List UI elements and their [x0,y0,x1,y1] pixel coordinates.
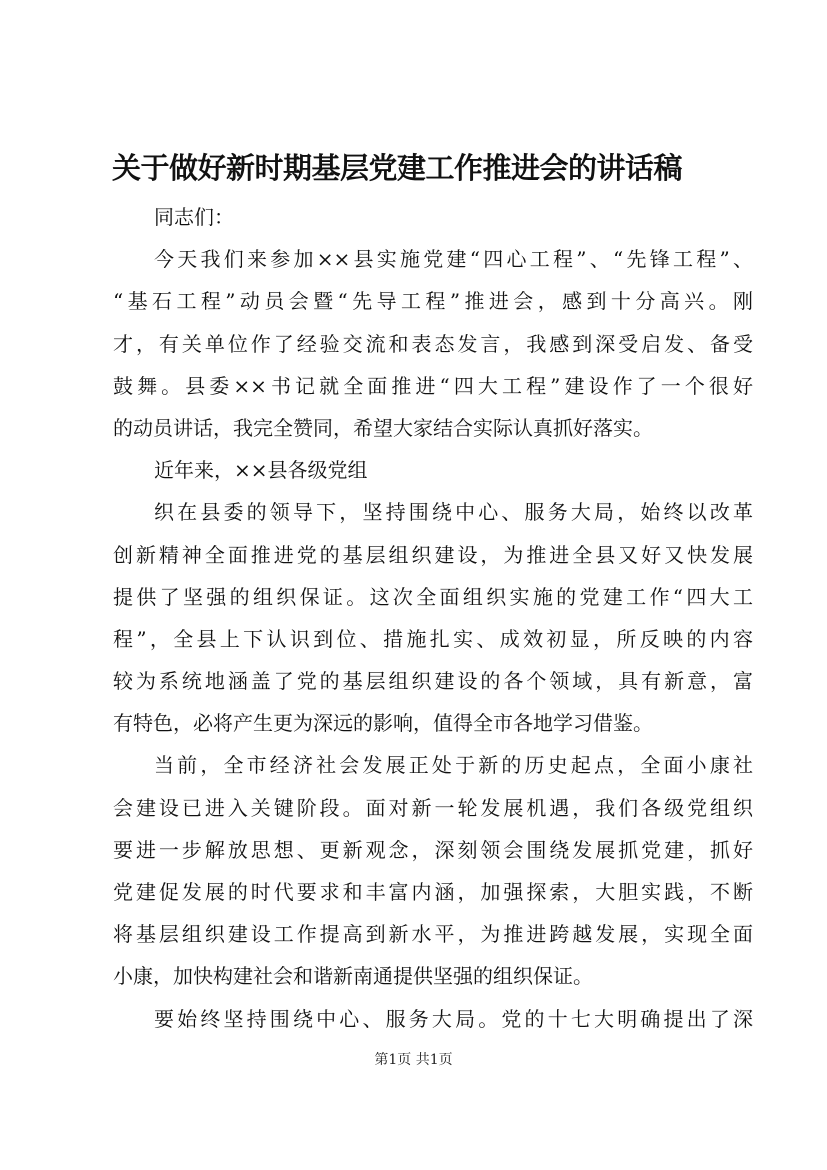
text-line: 今天我们来参加××县实施党建“四心工程”、“先锋工程”、 [154,247,753,272]
text-line: 将基层组织建设工作提高到新水平，为推进跨越发展，实现全面 [113,922,753,947]
text-line: 才，有关单位作了经验交流和表态发言，我感到深受启发、备受 [113,331,753,356]
text-line: 要始终坚持围绕中心、服务大局。党的十七大明确提出了深 [154,1006,753,1031]
text-line: 要进一步解放思想、更新观念，深刻领会围绕发展抓党建，抓好 [113,837,753,862]
text-line: 近年来，××县各级党组 [154,458,368,483]
text-line: 创新精神全面推进党的基层组织建设，为推进全县又好又快发展 [113,542,753,567]
text-line: 提供了坚强的组织保证。这次全面组织实施的党建工作“四大工 [113,584,753,609]
text-line: 鼓舞。县委××书记就全面推进“四大工程”建设作了一个很好 [113,373,753,398]
document-title: 关于做好新时期基层党建工作推进会的讲话稿 [112,151,683,185]
document-body [113,196,753,1040]
text-line: 织在县委的领导下，坚持围绕中心、服务大局，始终以改革 [154,500,753,525]
text-line: 小康，加快构建社会和谐新南通提供坚强的组织保证。 [113,964,593,989]
text-line: 程”，全县上下认识到位、措施扎实、成效初显，所反映的内容 [113,626,753,651]
page-footer: 第1页 共1页 [374,1052,453,1068]
text-line: 会建设已进入关键阶段。面对新一轮发展机遇，我们各级党组织 [113,795,753,820]
text-line: 较为系统地涵盖了党的基层组织建设的各个领域，具有新意，富 [113,669,753,694]
text-line: “基石工程”动员会暨“先导工程”推进会，感到十分高兴。刚 [113,289,753,314]
text-line: 的动员讲话，我完全赞同，希望大家结合实际认真抓好落实。 [113,415,653,440]
text-line: 同志们： [154,205,234,229]
text-line: 有特色，必将产生更为深远的影响，值得全市各地学习借鉴。 [113,711,653,736]
text-line: 当前，全市经济社会发展正处于新的历史起点，全面小康社 [154,753,753,778]
text-line: 党建促发展的时代要求和丰富内涵，加强探索，大胆实践，不断 [113,880,753,904]
